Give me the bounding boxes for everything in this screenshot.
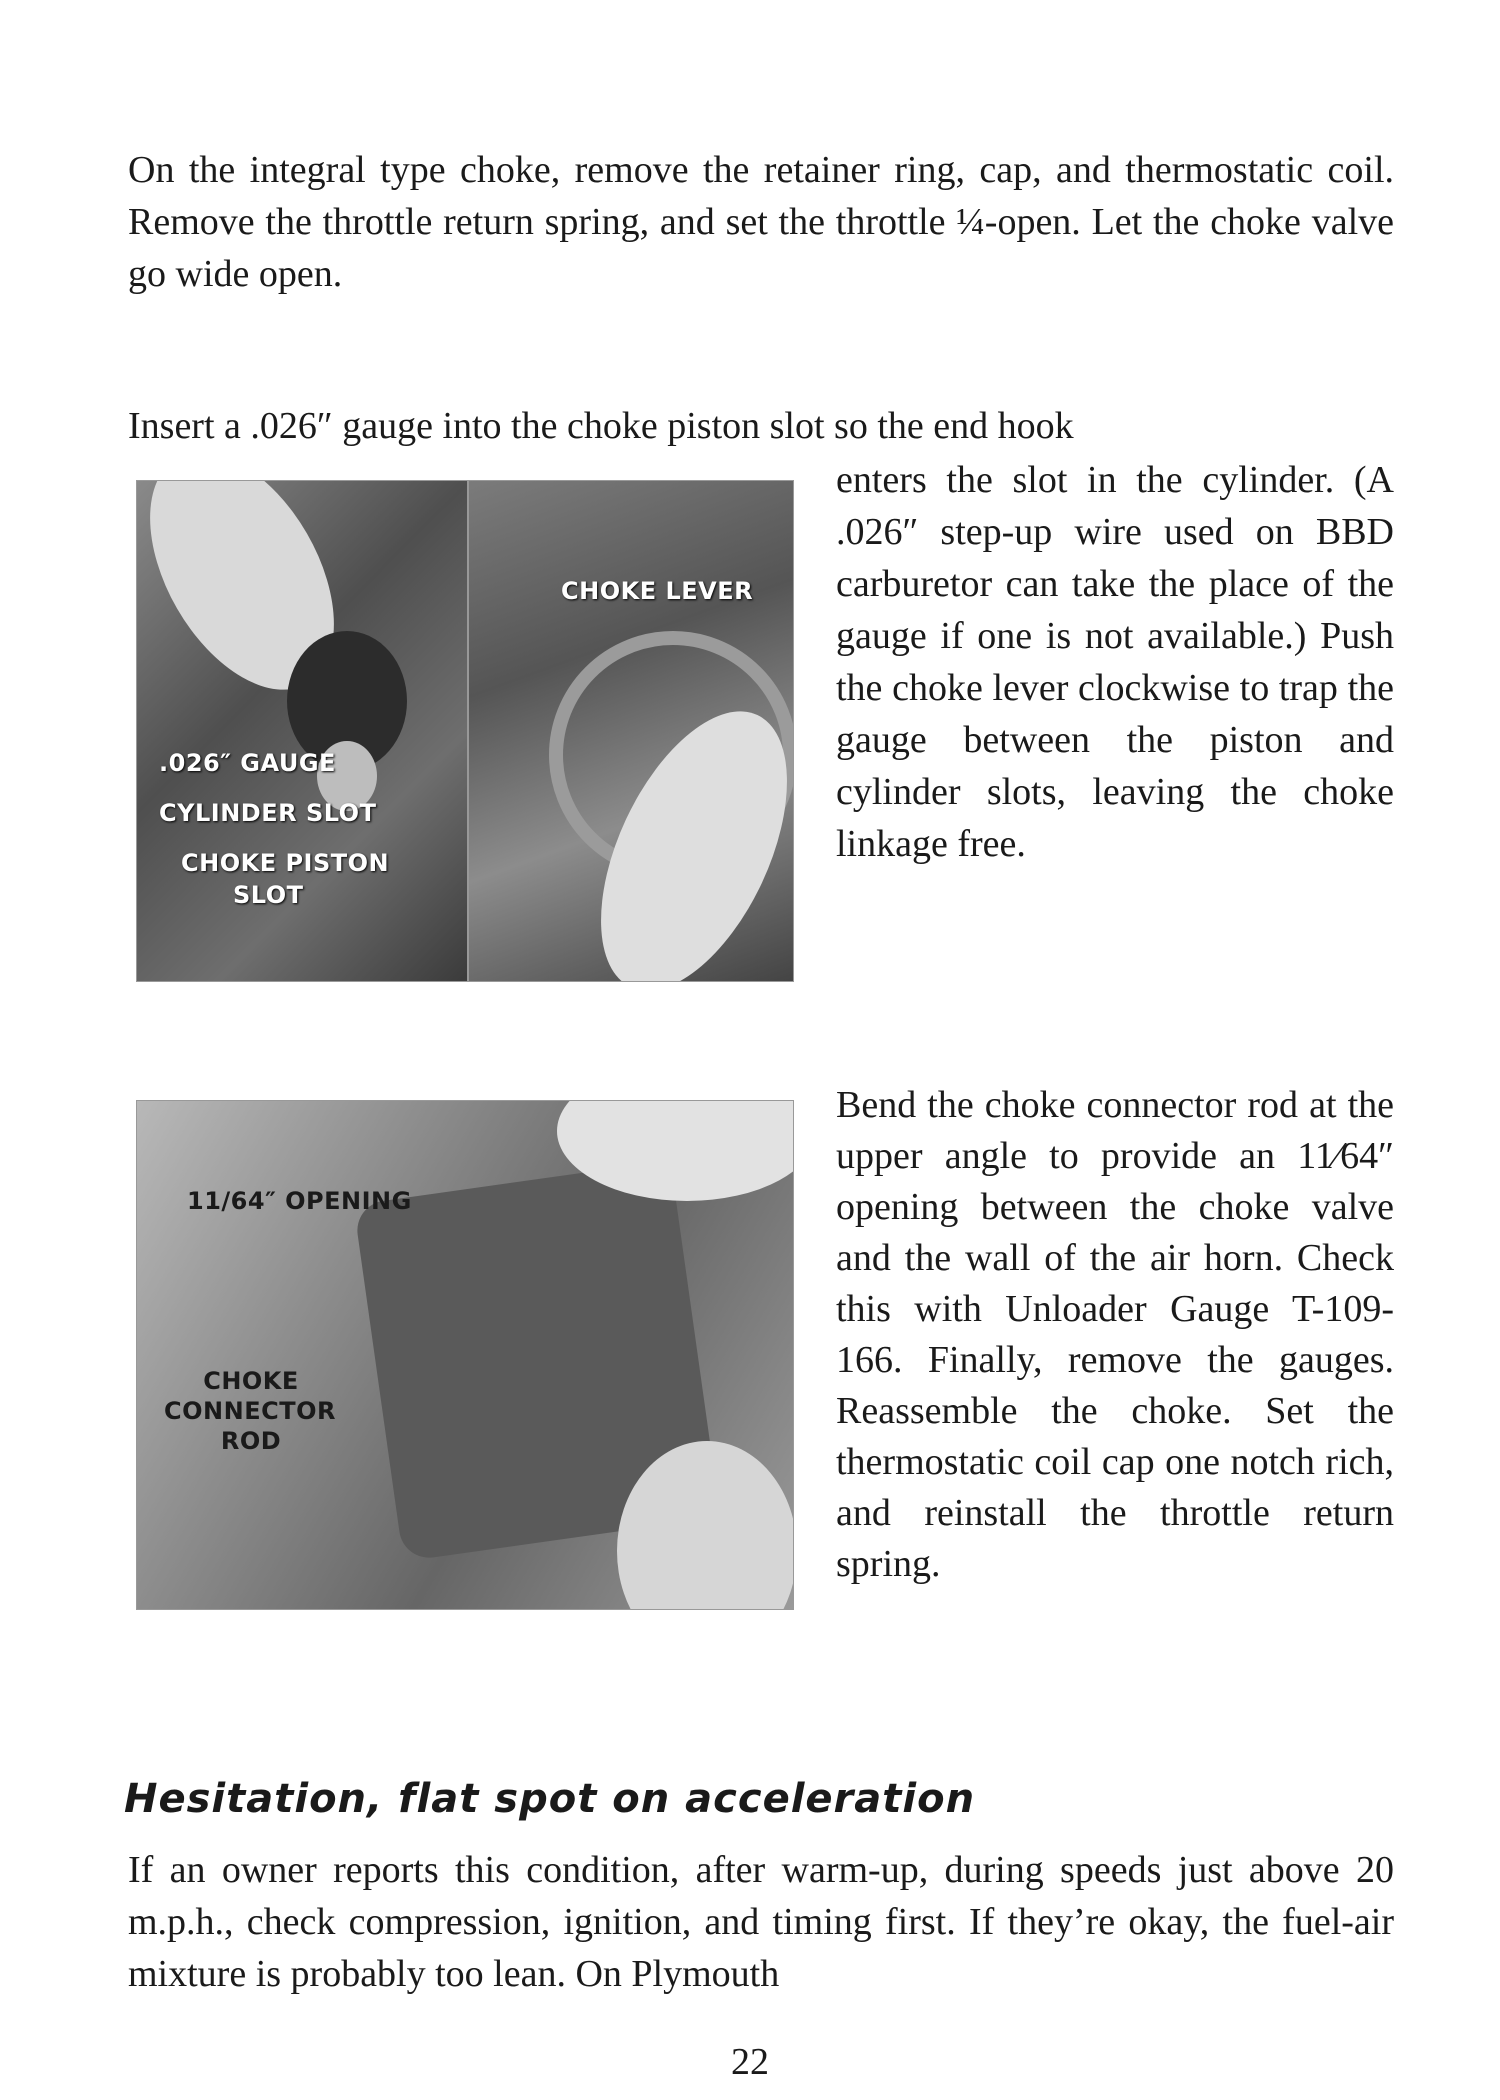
- choke-gauge-photo: [136, 480, 468, 982]
- opening-callout: 11/64″ OPENING: [187, 1187, 412, 1215]
- hesitation-paragraph: If an owner reports this condition, after warm-up, during speeds just above 20 m.p.h., check compression, ignition, and timing first. If they’re okay, the fuel-air mixture is probably too lean. On Plymouth: [128, 1849, 1394, 1995]
- choke-connector-rod-callout-3: ROD: [220, 1427, 282, 1455]
- intro-paragraph: On the integral type choke, remove the retainer ring, cap, and thermostatic coil. Remove the throttle return spring, and set the throttle ¼-open. Let the choke valve go wide open.: [128, 149, 1394, 295]
- choke-connector-rod-callout-1: CHOKE: [203, 1367, 299, 1395]
- cylinder-slot-callout: CYLINDER SLOT: [159, 799, 377, 827]
- section-heading: Hesitation, flat spot on acceleration: [124, 1776, 976, 1822]
- gauge-callout: .026″ GAUGE: [159, 749, 336, 777]
- insert-gauge-paragraph-rest: enters the slot in the cylinder. (A .026″ step-up wire used on BBD carburetor can take the place of the gauge if one is not available.) Push the choke lever clockwise to trap the gauge between the piston and cylinder slots, leaving the choke linkage free.: [836, 459, 1394, 865]
- slot-callout: SLOT: [233, 881, 304, 909]
- carburetor-photo: [136, 1100, 794, 1610]
- insert-gauge-paragraph-lead: Insert a .026″ gauge into the choke piston slot so the end hook: [128, 405, 1074, 447]
- choke-lever-callout: CHOKE LEVER: [561, 577, 754, 605]
- page-number: 22: [731, 2041, 769, 2083]
- bend-rod-paragraph: Bend the choke connector rod at the upper angle to provide an 11⁄64″ opening between the choke valve and the wall of the air horn. Check this with Unloader Gauge T-109-166. Finally, remove the gauges. Reassemble the choke. Set the thermostatic coil cap one notch rich, and reinstall the throttle return spring.: [836, 1084, 1394, 1585]
- choke-connector-rod-callout-2: CONNECTOR: [164, 1397, 336, 1425]
- choke-lever-photo: [468, 480, 794, 982]
- choke-piston-callout: CHOKE PISTON: [181, 849, 390, 877]
